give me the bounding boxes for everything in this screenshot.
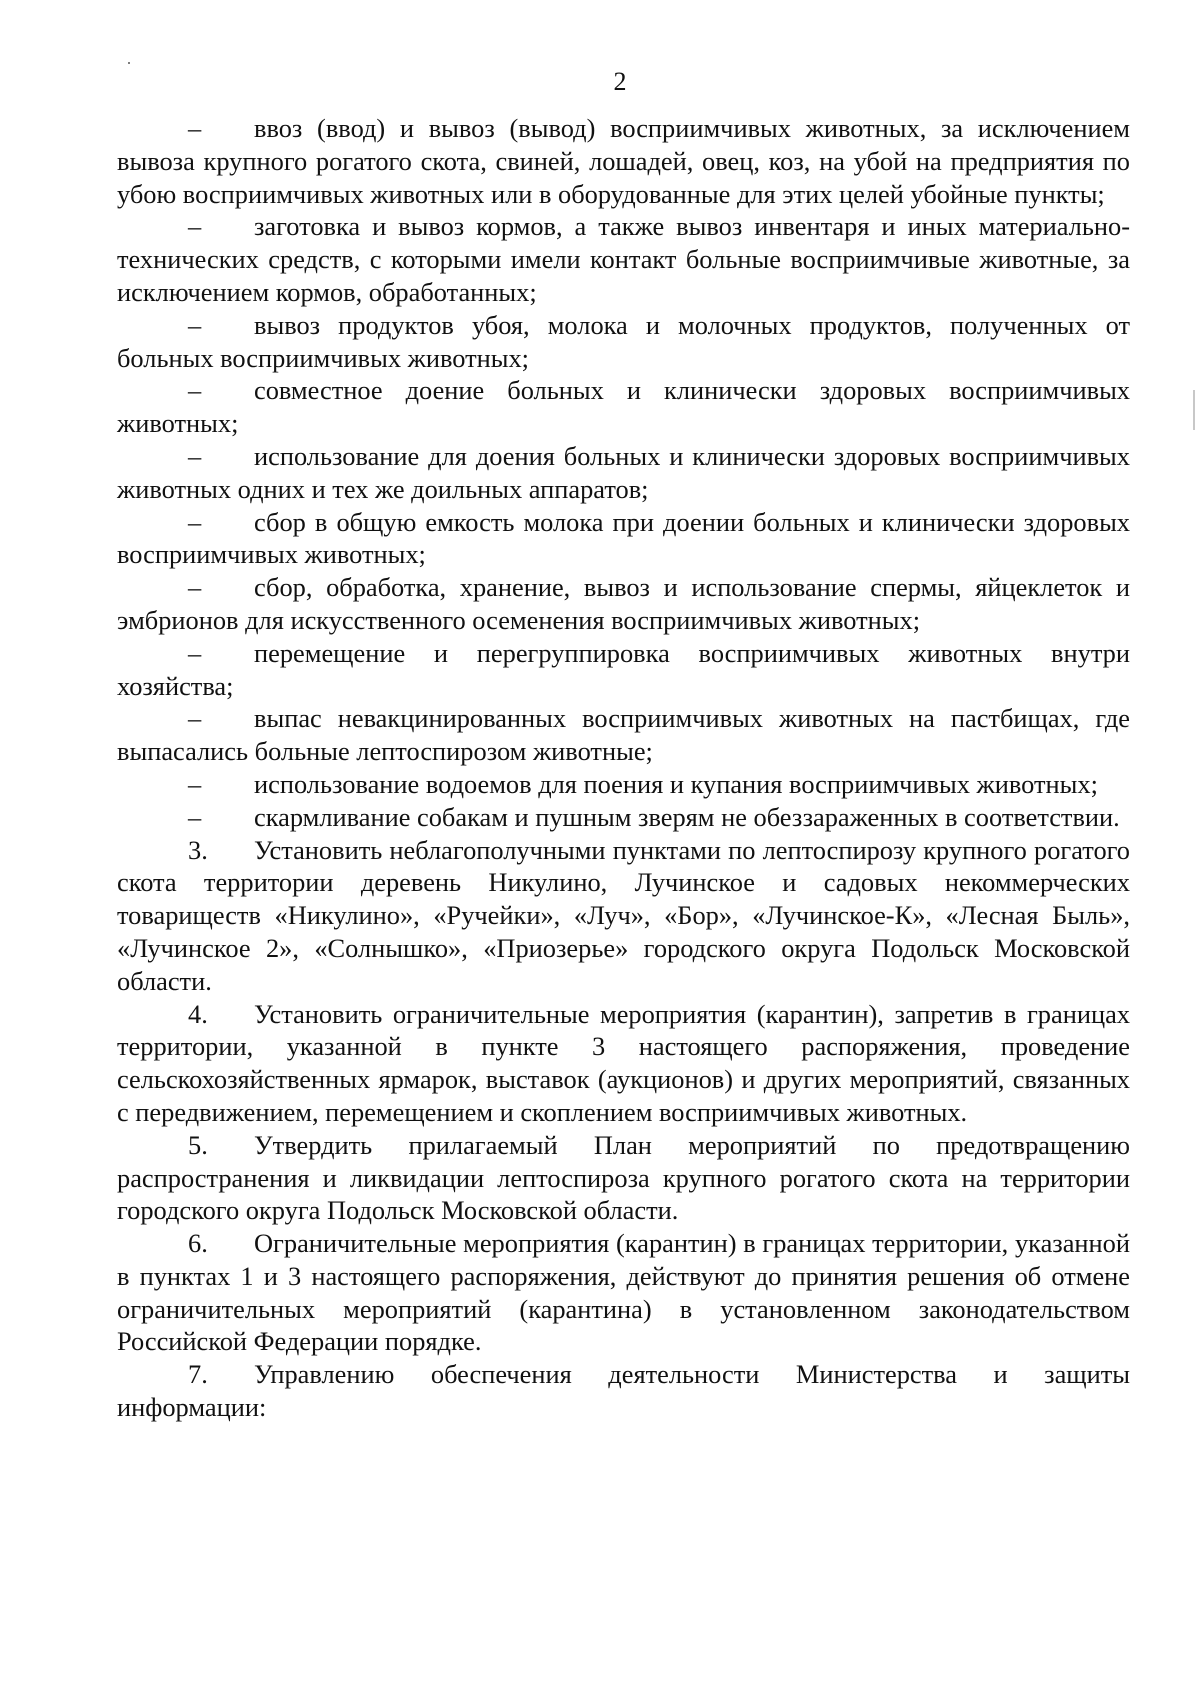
list-item-3 <box>117 309 1130 375</box>
list-item-5 <box>117 440 1130 506</box>
item-marker: – <box>188 309 202 340</box>
item-text: сбор, обработка, хранение, вывоз и использование спермы, яйцеклеток и эмбрионов для искусственного осеменения восприимчивых животных; <box>117 572 1130 635</box>
item-marker: – <box>188 506 202 537</box>
item-text: ввоз (ввод) и вывоз (вывод) восприимчивых животных, за исключением вывоза крупного рогатого скота, свиней, лошадей, овец, коз, на убой на предприятия по убою восприимчивых животных или в оборудованные для этих целей убойные пункты; <box>117 113 1130 209</box>
numbered-item-5 <box>117 1129 1130 1227</box>
item-text: вывоз продуктов убоя, молока и молочных продуктов, полученных от больных восприимчивых животных; <box>117 309 1130 373</box>
item-number: 7. <box>188 1359 208 1390</box>
item-text: Установить неблагополучными пунктами по лептоспирозу крупного рогатого скота территории деревень Никулино, Лучинское и садовых некоммерческих товариществ «Никулино», «Ручейки», «Луч», «Бор», «Лучинское-К», «Лесная Быль», «Лучинское 2», «Солнышко», «Приозерье» городского округа Подольск Московской области. <box>117 834 1130 996</box>
item-number: 4. <box>188 998 208 1029</box>
item-marker: – <box>188 113 202 143</box>
page-number: 2 <box>613 67 627 96</box>
item-number: 6. <box>188 1228 208 1259</box>
numbered-item-4 <box>117 998 1130 1129</box>
item-text: использование водоемов для поения и купания восприимчивых животных; <box>254 768 1098 799</box>
list-item-10 <box>117 768 1130 801</box>
scan-dust-dot <box>128 62 130 64</box>
item-marker: – <box>188 572 202 603</box>
item-text: заготовка и вывоз кормов, а также вывоз инвентаря и иных материально-технических средств, с которыми имели контакт больные восприимчивые животные, за исключением кормов, обработанных; <box>117 211 1130 307</box>
list-item-1 <box>117 112 1130 210</box>
numbered-item-3 <box>117 834 1130 998</box>
item-text: Управлению обеспечения деятельности Министерства и защиты информации: <box>117 1359 1130 1423</box>
item-text: перемещение и перегруппировка восприимчивых животных внутри хозяйства; <box>117 637 1130 701</box>
list-item-9 <box>117 702 1130 768</box>
item-text: совместное доение больных и клинически здоровых восприимчивых животных; <box>117 375 1130 439</box>
item-marker: – <box>188 375 202 406</box>
list-item-7 <box>117 571 1130 637</box>
item-text: выпас невакцинированных восприимчивых животных на пастбищах, где выпасались больные лептоспирозом животные; <box>117 703 1130 767</box>
item-marker: – <box>188 637 202 668</box>
list-item-2 <box>117 210 1130 308</box>
list-item-8 <box>117 637 1130 703</box>
item-number: 3. <box>188 834 208 865</box>
document-body <box>117 112 1130 1424</box>
item-text: сбор в общую емкость молока при доении больных и клинически здоровых восприимчивых животных; <box>117 506 1130 570</box>
item-text: Установить ограничительные мероприятия (карантин), запретив в границах территории, указанной в пункте 3 настоящего распоряжения, проведение сельскохозяйственных ярмарок, выставок (аукционов) и других мероприятий, связанных с передвижением, перемещением и скоплением восприимчивых животных. <box>117 998 1130 1127</box>
item-marker: – <box>188 801 202 832</box>
item-text: использование для доения больных и клинически здоровых восприимчивых животных одних и тех же доильных аппаратов; <box>117 440 1130 504</box>
item-marker: – <box>188 440 202 471</box>
item-number: 5. <box>188 1129 208 1160</box>
item-text: Ограничительные мероприятия (карантин) в границах территории, указанной в пунктах 1 и 3 настоящего распоряжения, действуют до принятия решения об отмене ограничительных мероприятий (карантина) в установленном законодательством Российской Федерации порядке. <box>117 1228 1130 1357</box>
scan-edge-mark <box>1193 390 1195 430</box>
list-item-4 <box>117 374 1130 440</box>
numbered-item-6 <box>117 1227 1130 1358</box>
item-marker: – <box>188 211 202 242</box>
item-marker: – <box>188 703 202 734</box>
item-text: скармливание собакам и пушным зверям не обеззараженных в соответствии. <box>254 801 1120 832</box>
item-text: Утвердить прилагаемый План мероприятий по предотвращению распространения и ликвидации лептоспироза крупного рогатого скота на территории городского округа Подольск Московской области. <box>117 1129 1130 1226</box>
numbered-item-7 <box>117 1358 1130 1424</box>
list-item-6 <box>117 506 1130 572</box>
list-item-11 <box>117 801 1130 834</box>
item-marker: – <box>188 768 202 799</box>
